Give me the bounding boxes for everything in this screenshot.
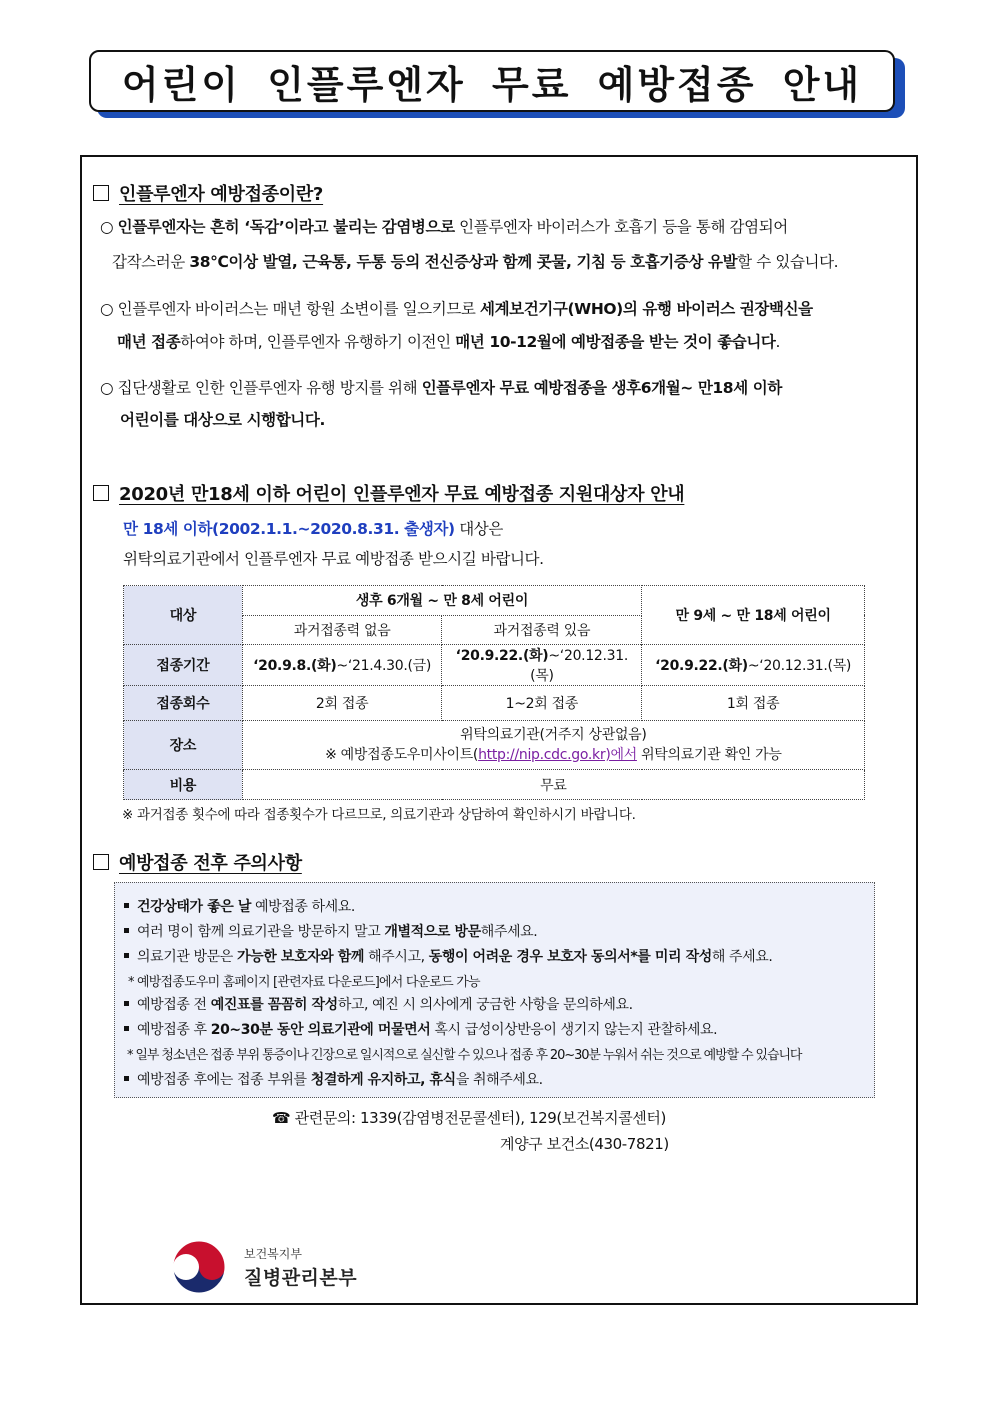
table-cell-period3: ‘20.9.22.(화)~‘20.12.31.(목) — [642, 645, 865, 686]
table-cell-count1: 2회 접종 — [242, 686, 442, 721]
table-cell-count3: 1회 접종 — [642, 686, 865, 721]
table-header-target: 대상 — [124, 586, 243, 645]
logo-title: 질병관리본부 — [244, 1267, 358, 1289]
caution-item: 예방접종 후에는 접종 부위를 청결하게 유지하고, 휴식을 취해주세요. — [124, 1069, 543, 1089]
bullet-square-icon — [124, 953, 129, 958]
bullet-square-icon — [124, 903, 129, 908]
table-header-group1-sub2: 과거접종력 있음 — [442, 615, 642, 645]
table-row-label-count: 접종회수 — [124, 686, 243, 721]
checkbox-square-icon — [93, 485, 109, 501]
table-cell-period2: ‘20.9.22.(화)~‘20.12.31.(목) — [442, 645, 642, 686]
caution-box — [114, 882, 875, 1098]
logo-subtitle: 보건복지부 — [244, 1247, 302, 1261]
bullet-square-icon — [124, 1076, 129, 1081]
table-row — [124, 645, 865, 686]
section1-p1-line1: ○ 인플루엔자는 흔히 ‘독감’이라고 불리는 감염병으로 인플루엔자 바이러스가 호흡기 등을 통해 감염되어 — [100, 218, 788, 236]
caution-item: 예방접종 후 20~30분 동안 의료기관에 머물면서 혹시 급성이상반응이 생기지 않는지 관찰하세요. — [124, 1019, 717, 1039]
section1-p2-line1: ○ 인플루엔자 바이러스는 매년 항원 소변이를 일으키므로 세계보건기구(WHO)의 유행 바이러스 권장백신을 — [100, 300, 813, 318]
section1-p3-line1: ○ 집단생활로 인한 인플루엔자 유행 방지를 위해 인플루엔자 무료 예방접종을 생후6개월~ 만18세 이하 — [100, 379, 782, 397]
table-cell-place: 위탁의료기관(거주지 상관없음) ※ 예방접종도우미사이트(http://nip.cdc.go.kr)에서 위탁의료기관 확인 가능 — [242, 721, 864, 770]
table-row — [124, 586, 865, 616]
table-cell-count2: 1~2회 접종 — [442, 686, 642, 721]
page-title: 어린이 인플루엔자 무료 예방접종 안내 — [121, 62, 863, 107]
checkbox-square-icon — [93, 854, 109, 870]
contact-line1: ☎ 관련문의: 1339(감염병전문콜센터), 129(보건복지콜센터) — [272, 1109, 666, 1127]
section1-heading: 인플루엔자 예방접종이란? — [93, 180, 323, 206]
table-row — [124, 721, 865, 770]
table-row — [124, 770, 865, 800]
section2-line1: 만 18세 이하(2002.1.1.~2020.8.31. 출생자) 대상은 — [123, 520, 503, 538]
vaccination-schedule-table — [123, 585, 865, 800]
bullet-square-icon — [124, 928, 129, 933]
caution-item: 예방접종 전 예진표를 꼼꼼히 작성하고, 예진 시 의사에게 궁금한 사항을 문의하세요. — [124, 994, 633, 1014]
section1-p3-line2: 어린이를 대상으로 시행합니다. — [120, 411, 325, 429]
nip-site-link[interactable]: http://nip.cdc.go.kr)에서 — [478, 747, 637, 763]
caution-note: * 일부 청소년은 접종 부위 통증이나 긴장으로 일시적으로 실신할 수 있으나 접종 후 20~30분 누워서 쉬는 것으로 예방할 수 있습니다 — [127, 1048, 802, 1063]
table-cell-cost: 무료 — [242, 770, 864, 800]
table-header-group1: 생후 6개월 ~ 만 8세 어린이 — [242, 586, 642, 616]
bullet-square-icon — [124, 1001, 129, 1006]
table-header-group1-sub1: 과거접종력 없음 — [242, 615, 442, 645]
section3-heading: 예방접종 전후 주의사항 — [93, 849, 302, 875]
contact-line2: 계양구 보건소(430-7821) — [500, 1135, 669, 1153]
caution-note: * 예방접종도우미 홈페이지 [관련자료 다운로드]에서 다운로드 가능 — [128, 975, 480, 990]
kdca-logo-icon — [172, 1240, 226, 1294]
table-row-label-period: 접종기간 — [124, 645, 243, 686]
section1-p2-line2: 매년 접종하여야 하며, 인플루엔자 유행하기 이전인 매년 10-12월에 예방접종을 받는 것이 좋습니다. — [117, 333, 781, 351]
section1-p1-line2: 갑작스러운 38℃이상 발열, 근육통, 두통 등의 전신증상과 함께 콧물, 기침 등 호흡기증상 유발할 수 있습니다. — [112, 253, 839, 271]
table-cell-period1: ‘20.9.8.(화)~‘21.4.30.(금) — [242, 645, 442, 686]
title-box — [89, 50, 895, 112]
table-row — [124, 686, 865, 721]
table-header-group2: 만 9세 ~ 만 18세 어린이 — [642, 586, 865, 645]
caution-item: 건강상태가 좋은 날 예방접종 하세요. — [124, 896, 355, 916]
caution-item: 의료기관 방문은 가능한 보호자와 함께 해주시고, 동행이 어려운 경우 보호자 동의서*를 미리 작성해 주세요. — [124, 946, 772, 966]
table-row-label-place: 장소 — [124, 721, 243, 770]
table-footnote: ※ 과거접종 횟수에 따라 접종횟수가 다르므로, 의료기관과 상담하여 확인하시기 바랍니다. — [122, 807, 636, 823]
section2-line2: 위탁의료기관에서 인플루엔자 무료 예방접종 받으시길 바랍니다. — [123, 550, 544, 568]
caution-item: 여러 명이 함께 의료기관을 방문하지 말고 개별적으로 방문해주세요. — [124, 921, 537, 941]
checkbox-square-icon — [93, 185, 109, 201]
bullet-square-icon — [124, 1026, 129, 1031]
section2-heading: 2020년 만18세 이하 어린이 인플루엔자 무료 예방접종 지원대상자 안내 — [93, 480, 684, 506]
table-row-label-cost: 비용 — [124, 770, 243, 800]
